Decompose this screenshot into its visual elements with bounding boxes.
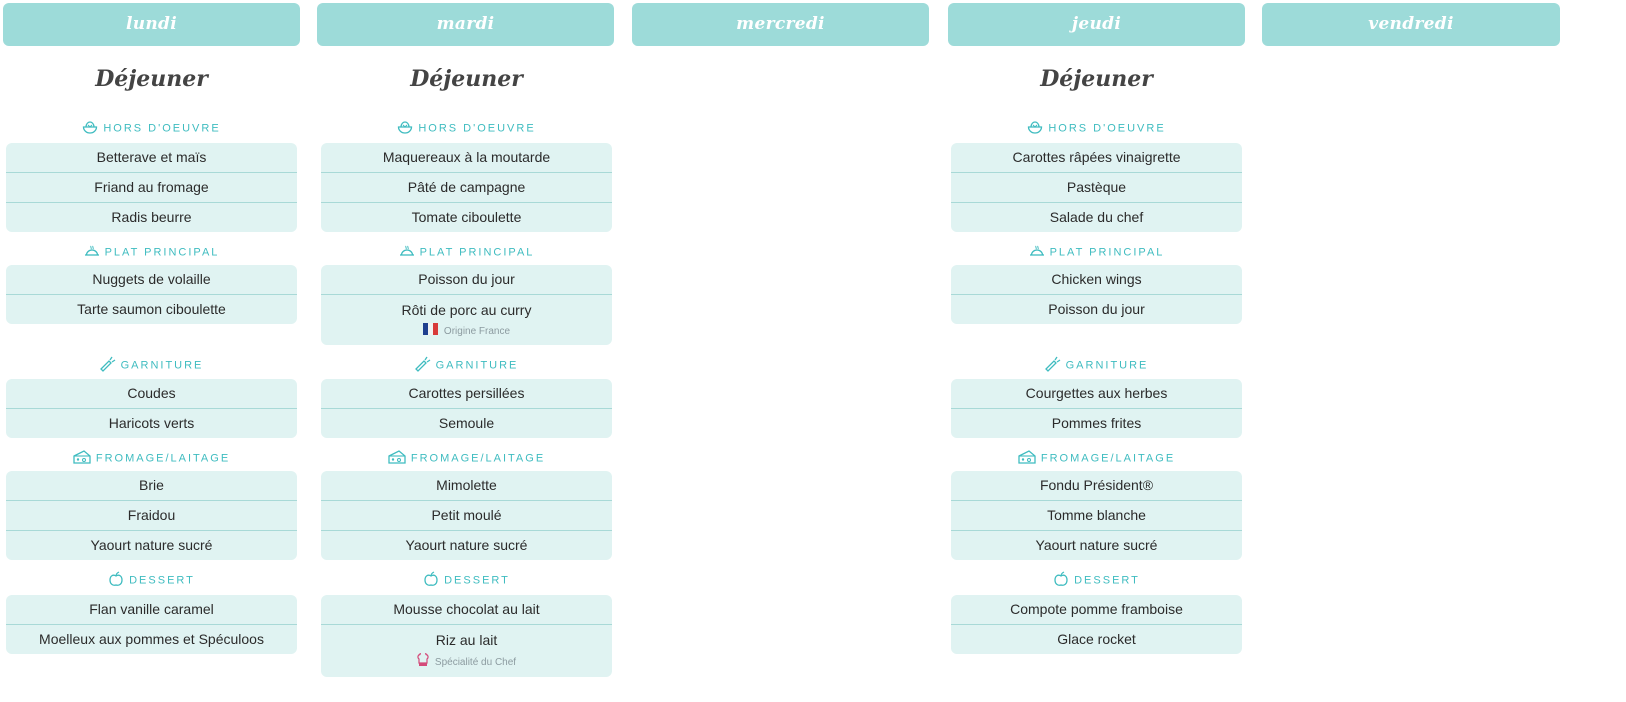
day-column-jeudi <box>951 0 1242 702</box>
hors-doeuvre-card <box>6 143 297 232</box>
menu-item[interactable]: Petit moulé <box>321 500 612 530</box>
section-label-text: HORS D'OEUVRE <box>1048 122 1166 135</box>
section-plat-principal <box>951 243 1242 261</box>
section-hors-doeuvre <box>321 119 612 137</box>
section-label-text: PLAT PRINCIPAL <box>104 246 220 259</box>
section-plat-principal <box>321 243 612 261</box>
plat-principal-card <box>951 265 1242 324</box>
carrot-icon <box>1045 356 1061 375</box>
salad-bowl-icon <box>397 119 413 138</box>
salad-bowl-icon <box>1027 119 1043 138</box>
chef-specialty-note <box>321 653 612 672</box>
day-header-mercredi[interactable]: mercredi <box>632 3 929 46</box>
section-fromage <box>951 449 1242 467</box>
menu-item[interactable]: Mousse chocolat au lait <box>393 601 540 617</box>
menu-item[interactable]: Tomate ciboulette <box>321 202 612 232</box>
fromage-card <box>951 471 1242 560</box>
section-label-text: DESSERT <box>129 574 195 587</box>
menu-item[interactable]: Pommes frites <box>951 408 1242 438</box>
menu-item[interactable]: Semoule <box>321 408 612 438</box>
menu-item[interactable]: Flan vanille caramel <box>89 601 214 617</box>
menu-item[interactable]: Radis beurre <box>6 202 297 232</box>
menu-item[interactable]: Tomme blanche <box>951 500 1242 530</box>
chef-hat-icon <box>417 653 429 672</box>
day-header-vendredi[interactable]: vendredi <box>1262 3 1560 46</box>
section-label-text: HORS D'OEUVRE <box>418 122 536 135</box>
meal-title: Déjeuner <box>95 66 208 92</box>
origin-note-text: Origine France <box>443 326 511 338</box>
day-column-mardi <box>321 0 612 702</box>
menu-item[interactable]: Yaourt nature sucré <box>6 530 297 560</box>
section-garniture <box>951 356 1242 374</box>
menu-item[interactable]: Brie <box>139 477 164 493</box>
menu-item[interactable]: Pâté de campagne <box>321 172 612 202</box>
menu-item[interactable]: Friand au fromage <box>6 172 297 202</box>
day-column-lundi <box>6 0 297 702</box>
menu-item[interactable]: Fondu Président® <box>1039 477 1154 493</box>
menu-item[interactable] <box>321 294 612 345</box>
plat-principal-card <box>6 265 297 324</box>
day-column-vendredi <box>1262 0 1560 702</box>
menu-item[interactable]: Poisson du jour <box>951 294 1242 324</box>
fromage-card <box>321 471 612 560</box>
chef-specialty-text: Spécialité du Chef <box>434 657 517 669</box>
cheese-icon <box>73 449 91 468</box>
origin-note <box>321 323 612 340</box>
section-label-text: DESSERT <box>1074 574 1140 587</box>
section-garniture <box>6 356 297 374</box>
section-label-text: GARNITURE <box>120 359 204 372</box>
menu-item[interactable] <box>321 624 612 677</box>
hors-doeuvre-card <box>951 143 1242 232</box>
menu-item[interactable]: Mimolette <box>436 477 497 493</box>
hors-doeuvre-card <box>321 143 612 232</box>
section-label-text: GARNITURE <box>435 359 519 372</box>
dessert-card <box>6 595 297 654</box>
plat-principal-card <box>321 265 612 345</box>
apple-icon <box>1053 571 1069 590</box>
garniture-card <box>6 379 297 438</box>
section-label-text: FROMAGE/LAITAGE <box>1040 452 1176 465</box>
menu-item[interactable]: Glace rocket <box>951 624 1242 654</box>
day-header-lundi[interactable]: lundi <box>3 3 300 46</box>
menu-item[interactable]: Haricots verts <box>6 408 297 438</box>
section-dessert <box>951 571 1242 589</box>
carrot-icon <box>415 356 431 375</box>
section-hors-doeuvre <box>951 119 1242 137</box>
menu-item[interactable]: Salade du chef <box>951 202 1242 232</box>
section-dessert <box>6 571 297 589</box>
french-flag-icon <box>423 323 438 340</box>
day-header-mardi[interactable]: mardi <box>317 3 614 46</box>
apple-icon <box>108 571 124 590</box>
menu-item[interactable]: Yaourt nature sucré <box>321 530 612 560</box>
menu-item[interactable]: Coudes <box>127 385 176 401</box>
fromage-card <box>6 471 297 560</box>
menu-item[interactable]: Betterave et maïs <box>96 149 207 165</box>
cheese-icon <box>388 449 406 468</box>
day-column-mercredi <box>632 0 929 702</box>
menu-item[interactable]: Carottes persillées <box>408 385 525 401</box>
section-hors-doeuvre <box>6 119 297 137</box>
meal-title: Déjeuner <box>1040 66 1153 92</box>
menu-item[interactable]: Chicken wings <box>1051 271 1142 287</box>
section-dessert <box>321 571 612 589</box>
menu-item[interactable]: Poisson du jour <box>418 271 515 287</box>
day-header-jeudi[interactable]: jeudi <box>948 3 1245 46</box>
menu-item[interactable]: Nuggets de volaille <box>92 271 211 287</box>
section-fromage <box>321 449 612 467</box>
serving-dish-icon <box>399 243 415 262</box>
menu-item[interactable]: Carottes râpées vinaigrette <box>1012 149 1181 165</box>
menu-item[interactable]: Fraidou <box>6 500 297 530</box>
menu-item-label: Rôti de porc au curry <box>401 302 532 318</box>
garniture-card <box>951 379 1242 438</box>
dessert-card <box>321 595 612 677</box>
section-fromage <box>6 449 297 467</box>
section-label-text: PLAT PRINCIPAL <box>419 246 535 259</box>
serving-dish-icon <box>84 243 100 262</box>
section-label-text: GARNITURE <box>1065 359 1149 372</box>
menu-item[interactable]: Compote pomme framboise <box>1010 601 1183 617</box>
menu-item[interactable]: Maquereaux à la moutarde <box>382 149 551 165</box>
menu-item[interactable]: Courgettes aux herbes <box>1025 385 1168 401</box>
cheese-icon <box>1018 449 1036 468</box>
apple-icon <box>423 571 439 590</box>
section-label-text: FROMAGE/LAITAGE <box>410 452 546 465</box>
menu-item[interactable]: Pastèque <box>951 172 1242 202</box>
section-garniture <box>321 356 612 374</box>
section-label-text: FROMAGE/LAITAGE <box>95 452 231 465</box>
salad-bowl-icon <box>82 119 98 138</box>
menu-item[interactable]: Tarte saumon ciboulette <box>6 294 297 324</box>
section-label-text: DESSERT <box>444 574 510 587</box>
dessert-card <box>951 595 1242 654</box>
section-label-text: PLAT PRINCIPAL <box>1049 246 1165 259</box>
menu-item[interactable]: Moelleux aux pommes et Spéculoos <box>6 624 297 654</box>
section-label-text: HORS D'OEUVRE <box>103 122 221 135</box>
serving-dish-icon <box>1029 243 1045 262</box>
menu-item[interactable]: Yaourt nature sucré <box>951 530 1242 560</box>
section-plat-principal <box>6 243 297 261</box>
carrot-icon <box>100 356 116 375</box>
menu-item-label: Riz au lait <box>435 632 498 648</box>
meal-title: Déjeuner <box>410 66 523 92</box>
garniture-card <box>321 379 612 438</box>
